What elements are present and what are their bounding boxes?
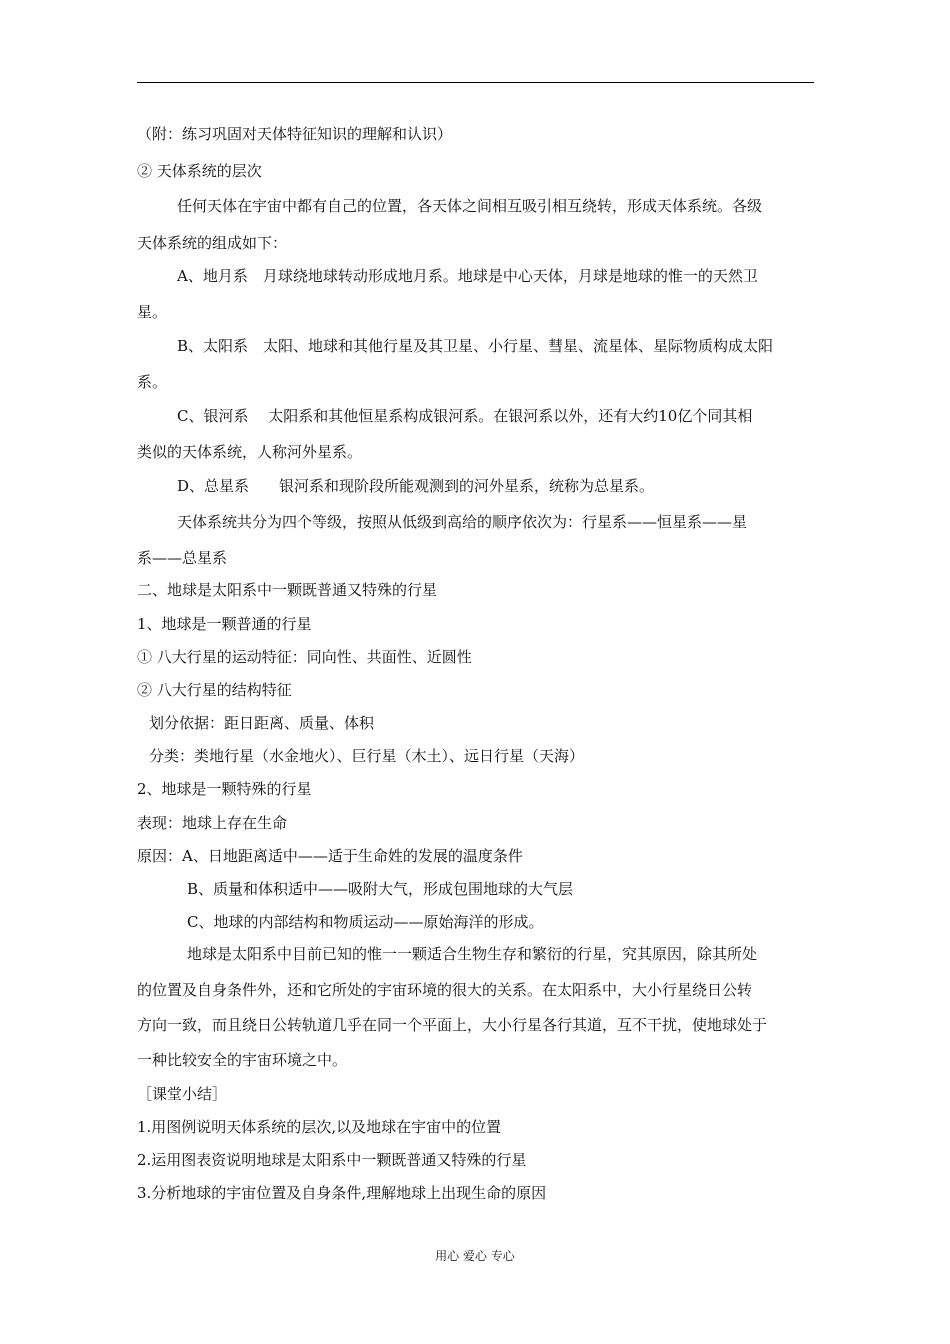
page-footer: 用心 爱心 专心	[435, 1249, 515, 1263]
text-line: 划分依据：距日距离、质量、体积	[149, 714, 375, 732]
paragraph-line: 类似的天体系统，人称河外星系。	[137, 443, 363, 461]
list-item: 3.分析地球的宇宙位置及自身条件,理解地球上出现生命的原因	[137, 1184, 547, 1202]
text-line: （附：练习巩固对天体特征知识的理解和认识）	[137, 125, 453, 143]
paragraph-line: B、太阳系 太阳、地球和其他行星及其卫星、小行星、彗星、流星体、星际物质构成太阳	[177, 337, 774, 355]
text-line: B、质量和体积适中——吸附大气，形成包围地球的大气层	[187, 880, 574, 898]
text-line: 表现：地球上存在生命	[137, 814, 288, 832]
text-line: 分类：类地行星（水金地火）、巨行星（木土）、远日行星（天海）	[149, 747, 585, 765]
paragraph-line: 方向一致，而且绕日公转轨道几乎在同一个平面上，大小行星各行其道，互不干扰，使地球处于	[137, 1016, 768, 1034]
paragraph-line: 任何天体在宇宙中都有自己的位置，各天体之间相互吸引相互绕转，形成天体系统。各级	[177, 197, 763, 215]
text-line: C、地球的内部结构和物质运动——原始海洋的形成。	[187, 913, 544, 931]
paragraph-line: D、总星系 银河系和现阶段所能观测到的河外星系，统称为总星系。	[177, 477, 655, 495]
paragraph-line: 天体系统的组成如下：	[137, 234, 288, 252]
list-item: 1.用图例说明天体系统的层次,以及地球在宇宙中的位置	[137, 1118, 502, 1136]
section-heading: 二、地球是太阳系中一颗既普通又特殊的行星	[137, 581, 438, 599]
paragraph-line: 一种比较安全的宇宙环境之中。	[137, 1051, 348, 1069]
paragraph-line: 系。	[137, 373, 168, 391]
paragraph-line: 天体系统共分为四个等级，按照从低级到高给的顺序依次为：行星系——恒星系——星	[177, 513, 748, 531]
text-line: 原因：A、日地距离适中——适于生命姓的发展的温度条件	[137, 847, 523, 865]
list-item: 2.运用图表资说明地球是太阳系中一颗既普通又特殊的行星	[137, 1151, 527, 1169]
paragraph-line: 的位置及自身条件外，还和它所处的宇宙环境的很大的关系。在太阳系中，大小行星绕日公转	[137, 981, 753, 999]
text-line: ② 八大行星的结构特征	[137, 681, 292, 699]
section-heading: ② 天体系统的层次	[137, 162, 262, 180]
paragraph-line: 地球是太阳系中目前已知的惟一一颗适合生物生存和繁衍的行星，究其原因，除其所处	[187, 945, 758, 963]
paragraph-line: 星。	[137, 303, 168, 321]
section-heading: ［课堂小结］	[137, 1085, 228, 1103]
paragraph-line: 系——总星系	[137, 549, 228, 567]
subsection-heading: 1、地球是一颗普通的行星	[137, 615, 312, 633]
paragraph-line: C、银河系 太阳系和其他恒星系构成银河系。在银河系以外，还有大约10亿个同其相	[177, 407, 753, 425]
header-rule	[137, 82, 814, 83]
subsection-heading: 2、地球是一颗特殊的行星	[137, 780, 312, 798]
paragraph-line: A、地月系 月球绕地球转动形成地月系。地球是中心天体，月球是地球的惟一的天然卫	[177, 267, 758, 285]
text-line: ① 八大行星的运动特征：同向性、共面性、近圆性	[137, 648, 472, 666]
